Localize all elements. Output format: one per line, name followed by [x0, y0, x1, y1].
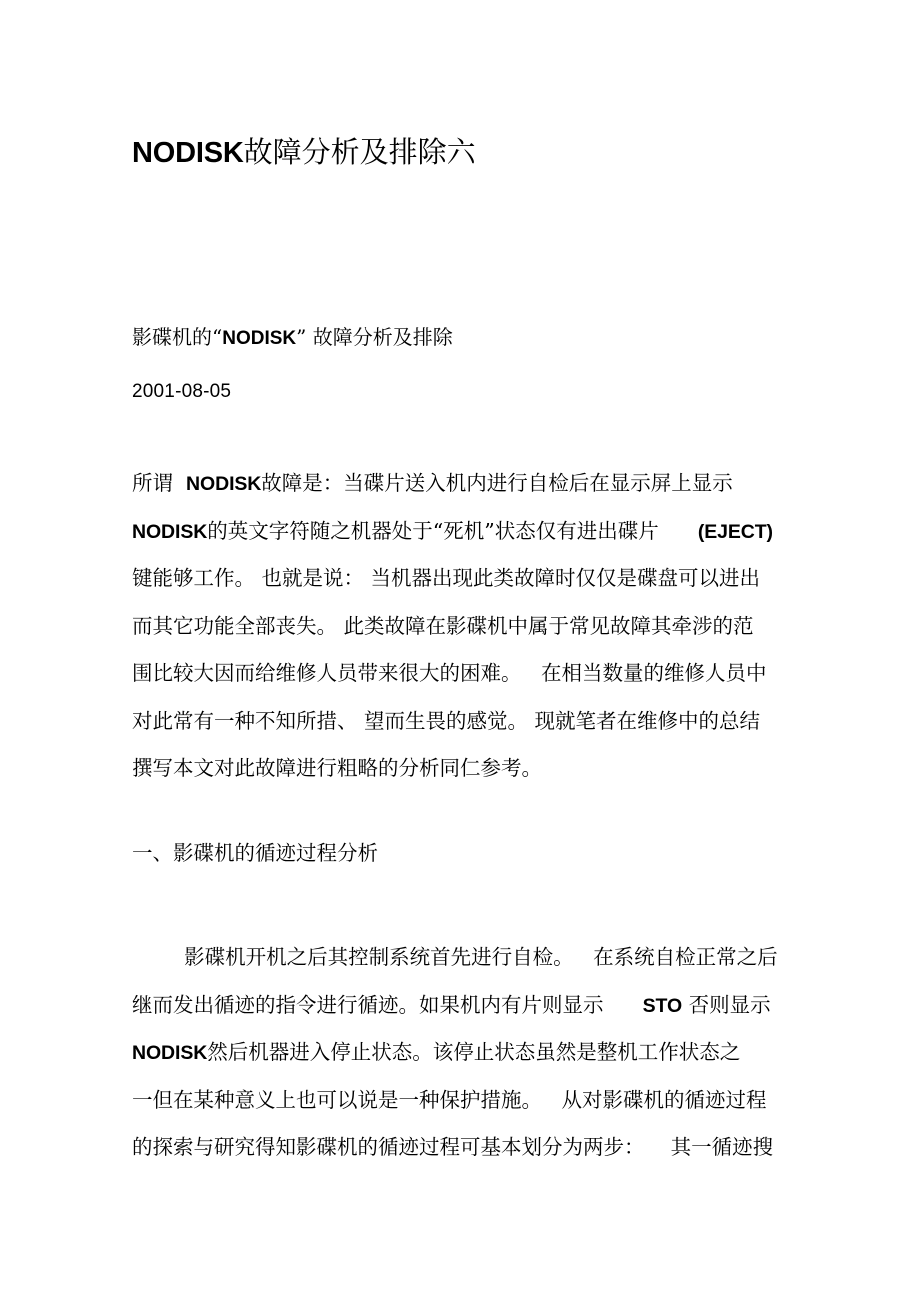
text-run-latin: (EJECT)	[697, 520, 773, 543]
text-run-han: 否则显示	[682, 992, 771, 1017]
paragraph-intro-line	[132, 563, 832, 593]
text-run-han: 对此常有一种不知所措、 望而生畏的感觉。 现就笔者在维修中的总结	[132, 708, 761, 733]
subtitle-prefix: 影碟机的	[132, 325, 212, 349]
text-run-han: 继而发出循迹的指令进行循迹。如果机内有片则显示	[132, 992, 643, 1017]
text-run-latin: STO	[642, 994, 683, 1017]
text-run-han: 键能够工作。 也就是说： 当机器出现此类故障时仅仅是碟盘可以进出	[132, 566, 761, 590]
paragraph-section-1-line	[132, 990, 832, 1021]
text-run-latin: NODISK	[186, 473, 262, 495]
paragraph-intro-line	[132, 753, 832, 783]
paragraph-intro-line	[132, 658, 832, 688]
paragraph-intro-line	[132, 706, 832, 736]
text-run-han: 围比较大因而给维修人员带来很大的困难。 在相当数量的维修人员中	[132, 661, 767, 685]
page-title	[132, 132, 832, 173]
document-subtitle	[132, 322, 852, 354]
text-run-latin: NODISK	[132, 520, 208, 543]
page-title-han: 故障分析及排除六	[243, 135, 476, 170]
text-run-han: 一但在某种意义上也可以说是一种保护措施。 从对影碟机的循迹过程	[132, 1087, 767, 1112]
subtitle-suffix: 故障分析及排除	[306, 325, 453, 349]
paragraph-intro-line	[132, 516, 832, 547]
text-run-han: 所谓	[132, 471, 187, 495]
paragraph-section-1-line	[132, 1037, 832, 1068]
page-title-latin: NODISK	[132, 137, 244, 170]
document-date: 2001-08-05	[132, 381, 232, 402]
paragraph-intro-line	[132, 611, 832, 641]
text-run-han: 故障是：当碟片送入机内进行自检后在显示屏上显示	[261, 471, 733, 495]
paragraph-section-1-line	[132, 1132, 832, 1162]
text-run-han: 影碟机开机之后其控制系统首先进行自检。 在系统自检正常之后	[132, 945, 778, 969]
paragraph-section-1-line	[132, 1085, 832, 1115]
paragraph-section-1-line	[132, 942, 832, 972]
subtitle-close-quote: ”	[296, 325, 307, 349]
text-run-han: 的英文字符随之机器处于“死机”状态仅有进出碟片	[207, 518, 698, 543]
subtitle-latin: NODISK	[222, 328, 297, 349]
paragraph-intro-line	[132, 468, 832, 499]
text-run-han: 然后机器进入停止状态。该停止状态虽然是整机工作状态之	[207, 1040, 741, 1064]
subtitle-open-quote: “	[212, 325, 223, 349]
text-run-latin: NODISK	[132, 1042, 208, 1064]
text-run-han: 的探索与研究得知影碟机的循迹过程可基本划分为两步： 其一循迹搜	[132, 1135, 774, 1159]
section-heading-1: 一、影碟机的循迹过程分析	[132, 841, 378, 865]
text-run-han: 而其它功能全部丧失。 此类故障在影碟机中属于常见故障其牵涉的范	[132, 613, 754, 638]
text-run-han: 撰写本文对此故障进行粗略的分析同仁参考。	[132, 756, 542, 780]
